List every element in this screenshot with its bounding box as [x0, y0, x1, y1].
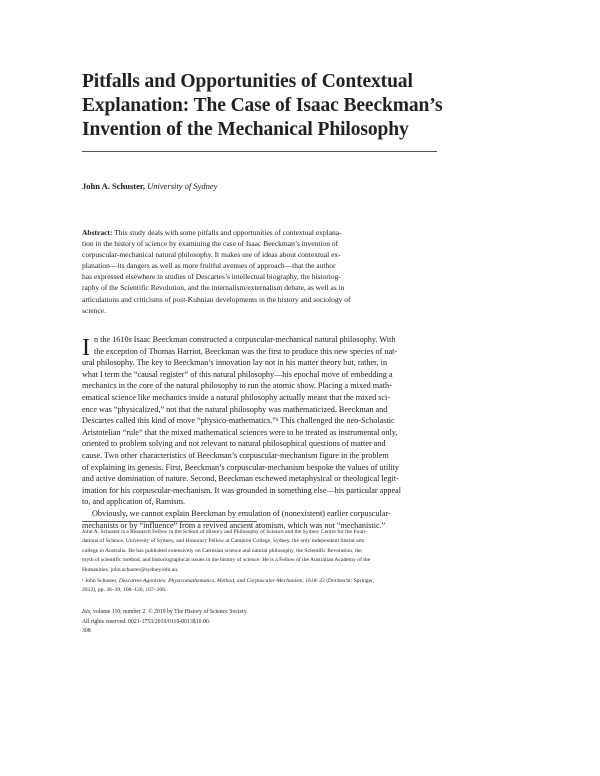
title-line: Invention of the Mechanical Philosophy — [82, 119, 409, 140]
author-name: John A. Schuster, — [82, 181, 145, 191]
footnote-1 — [82, 577, 442, 586]
body-line: mechanists or by “influence” from a revived ancient atomism, which was not “mechanistic.” — [82, 520, 386, 530]
pubinfo-line — [82, 608, 248, 618]
author-bio-line: Humanities. john.schuster@sydney.edu.au. — [82, 566, 179, 573]
footnotes — [82, 528, 442, 596]
body-line: and active domination of nature. Second, Beeckman eschewed metaphysical or theological legit- — [82, 474, 399, 484]
pubinfo-rights: All rights reserved. 0021-1753/2019/0110-0013$10.00. — [82, 618, 211, 625]
footnote-1-lead: ¹ John Schuster, — [82, 578, 119, 585]
footnote-1-line2: 2012), pp. 36–39, 108–120, 167–208. — [82, 587, 167, 594]
body-text — [82, 334, 437, 531]
title-divider — [82, 151, 437, 152]
body-line: the exception of Thomas Harriot, Beeckman was the first to produce this new species of nat- — [94, 346, 398, 356]
abstract-line — [82, 227, 437, 238]
title-line: Pitfalls and Opportunities of Contextual — [82, 71, 413, 92]
body-line: to, and application of, Ramism. — [82, 497, 186, 507]
abstract-line: tion in the history of science by examining the case of Isaac Beeckman’s invention of — [82, 239, 339, 249]
abstract-line: corpuscular-mechanical natural philosophy. It makes use of ideas about contextual ex- — [82, 250, 341, 260]
abstract-text: This study deals with some pitfalls and opportunities of contextual explana- — [112, 228, 342, 237]
pubinfo-volume: , volume 110, number 2. © 2019 by The History of Science Society. — [90, 609, 248, 615]
body-line: oriented to problem solving and not relevant to natural philosophical questions of matter and — [82, 439, 386, 449]
body-line: cause. Two other characteristics of Beeckman’s corpuscular-mechanism figure in the problem — [82, 450, 389, 460]
abstract-line: science. — [82, 305, 106, 315]
abstract-line: articulations and criticisms of post-Kuhnian developments in the history and sociology of — [82, 294, 351, 304]
body-line: Aristotelian “rule” that the mixed mathematical sciences were to be treated as instrumental only, — [82, 427, 398, 437]
author-bio-line: dations of Science, University of Sydney, and Honorary Fellow at Campion College, Sydney, the only independent liberal arts — [82, 538, 365, 545]
body-line: Descartes called this kind of move “physico-mathematics.”¹ This challenged the neo-Scholastic — [82, 416, 395, 426]
body-line: Obviously, we cannot explain Beeckman by emulation of (nonexistent) earlier corpuscular- — [92, 508, 391, 518]
author-bio-line: myth of scientific method, and historiographical issues in the history of science. He is a Fellow of the Australian Academy of the — [82, 557, 371, 564]
body-line: ematical science like mechanics inside a natural philosophy actually meant that the mixed sci- — [82, 392, 391, 402]
body-line: ural philosophy. The key to Beeckman’s innovation lay not in his matter theory but, rather, in — [82, 358, 388, 368]
abstract-label: Abstract: — [82, 228, 113, 237]
author-affiliation: University of Sydney — [147, 181, 218, 191]
footnote-1-tail: (Dordrecht: Springer, — [324, 578, 375, 585]
page-number: 308 — [82, 628, 91, 635]
abstract-line: planation—its dangers as well as more fruitful avenues of approach—that the author — [82, 261, 336, 271]
footnote-1-title: Descartes-Agonistes: Physicomathematics, Method, and Corpuscular-Mechanism, 1618–33 — [118, 578, 325, 585]
journal-name: Isis — [82, 609, 91, 615]
author-line — [82, 181, 217, 191]
author-bio-line: college in Australia. He has published extensively on Cartesian science and natural philosophy, the Scientific Revolution, the — [82, 547, 362, 554]
abstract-line: has expressed elsewhere in studies of Descartes’s intellectual biography, the historiog- — [82, 272, 341, 282]
body-line: what I term the “causal register” of this natural philosophy—his epochal move of embedding a — [82, 369, 393, 379]
body-line: imation for his corpuscular-mechanism. It was grounded in something else—his particular appeal — [82, 485, 402, 495]
author-bio-line: John A. Schuster is a Research Fellow in the School of History and Philosophy of Science and the Sydney Centre for the Foun- — [82, 529, 367, 535]
body-line: of explaining its genesis. First, Beeckman’s corpuscular-mechanism bespoke the values of utility — [82, 462, 400, 472]
body-line: ence was “physicalized,” not that the natural philosophy was mathematicized. Beeckman and — [82, 404, 388, 414]
article-title — [82, 70, 442, 142]
drop-cap: I — [82, 335, 90, 361]
title-line: Explanation: The Case of Isaac Beeckman’s — [82, 95, 443, 116]
abstract-line: raphy of the Scientific Revolution, and the internalism/externalism debate, as well as in — [82, 283, 345, 293]
footnote-divider — [82, 521, 257, 522]
body-line: n the 1610s Isaac Beeckman constructed a corpuscular-mechanical natural philosophy. With — [94, 335, 396, 344]
abstract — [82, 227, 437, 316]
body-line: mechanics in the core of the natural philosophy to run the atomic show. Placing a mixed math- — [82, 381, 392, 391]
publication-info — [82, 608, 248, 637]
